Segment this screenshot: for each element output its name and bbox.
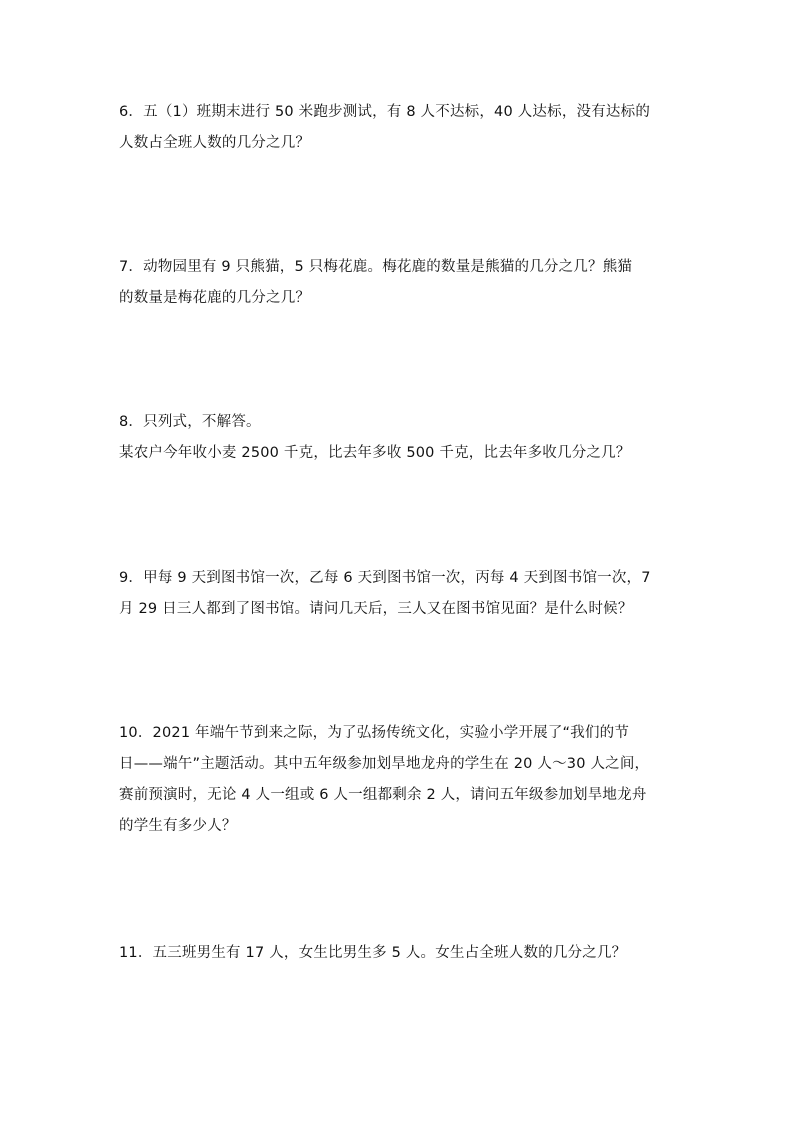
problem-8-line-1: 8．只列式，不解答。 xyxy=(119,414,261,430)
problem-10-line-3: 赛前预演时，无论 4 人一组或 6 人一组都剩余 2 人，请问五年级参加划旱地龙舟 xyxy=(119,787,647,803)
problem-10 xyxy=(119,718,679,842)
problem-7 xyxy=(119,252,679,314)
problem-9-line-2: 月 29 日三人都到了图书馆。请问几天后，三人又在图书馆见面？是什么时候？ xyxy=(119,601,633,617)
problem-6-line-1: 6．五（1）班期末进行 50 米跑步测试，有 8 人不达标，40 人达标，没有达标的 xyxy=(119,104,651,120)
problem-9-line-1: 9．甲每 9 天到图书馆一次，乙每 6 天到图书馆一次，丙每 4 天到图书馆一次，7 xyxy=(119,570,651,586)
problem-7-line-2: 的数量是梅花鹿的几分之几？ xyxy=(119,290,311,306)
problem-11 xyxy=(119,938,679,969)
problem-10-line-4: 的学生有多少人？ xyxy=(119,818,237,834)
problem-8-line-2: 某农户今年收小麦 2500 千克，比去年多收 500 千克，比去年多收几分之几？ xyxy=(119,445,631,461)
problem-7-line-1: 7．动物园里有 9 只熊猫，5 只梅花鹿。梅花鹿的数量是熊猫的几分之几？熊猫 xyxy=(119,259,633,275)
problem-10-line-2: 日——端午”主题活动。其中五年级参加划旱地龙舟的学生在 20 人～30 人之间， xyxy=(119,756,650,772)
problem-8 xyxy=(119,407,679,469)
problem-6 xyxy=(119,97,679,159)
problem-6-line-2: 人数占全班人数的几分之几？ xyxy=(119,135,311,151)
problem-9 xyxy=(119,563,679,625)
problem-11-line-1: 11．五三班男生有 17 人，女生比男生多 5 人。女生占全班人数的几分之几？ xyxy=(119,945,627,961)
problem-10-line-1: 10．2021 年端午节到来之际，为了弘扬传统文化，实验小学开展了“我们的节 xyxy=(119,725,630,741)
